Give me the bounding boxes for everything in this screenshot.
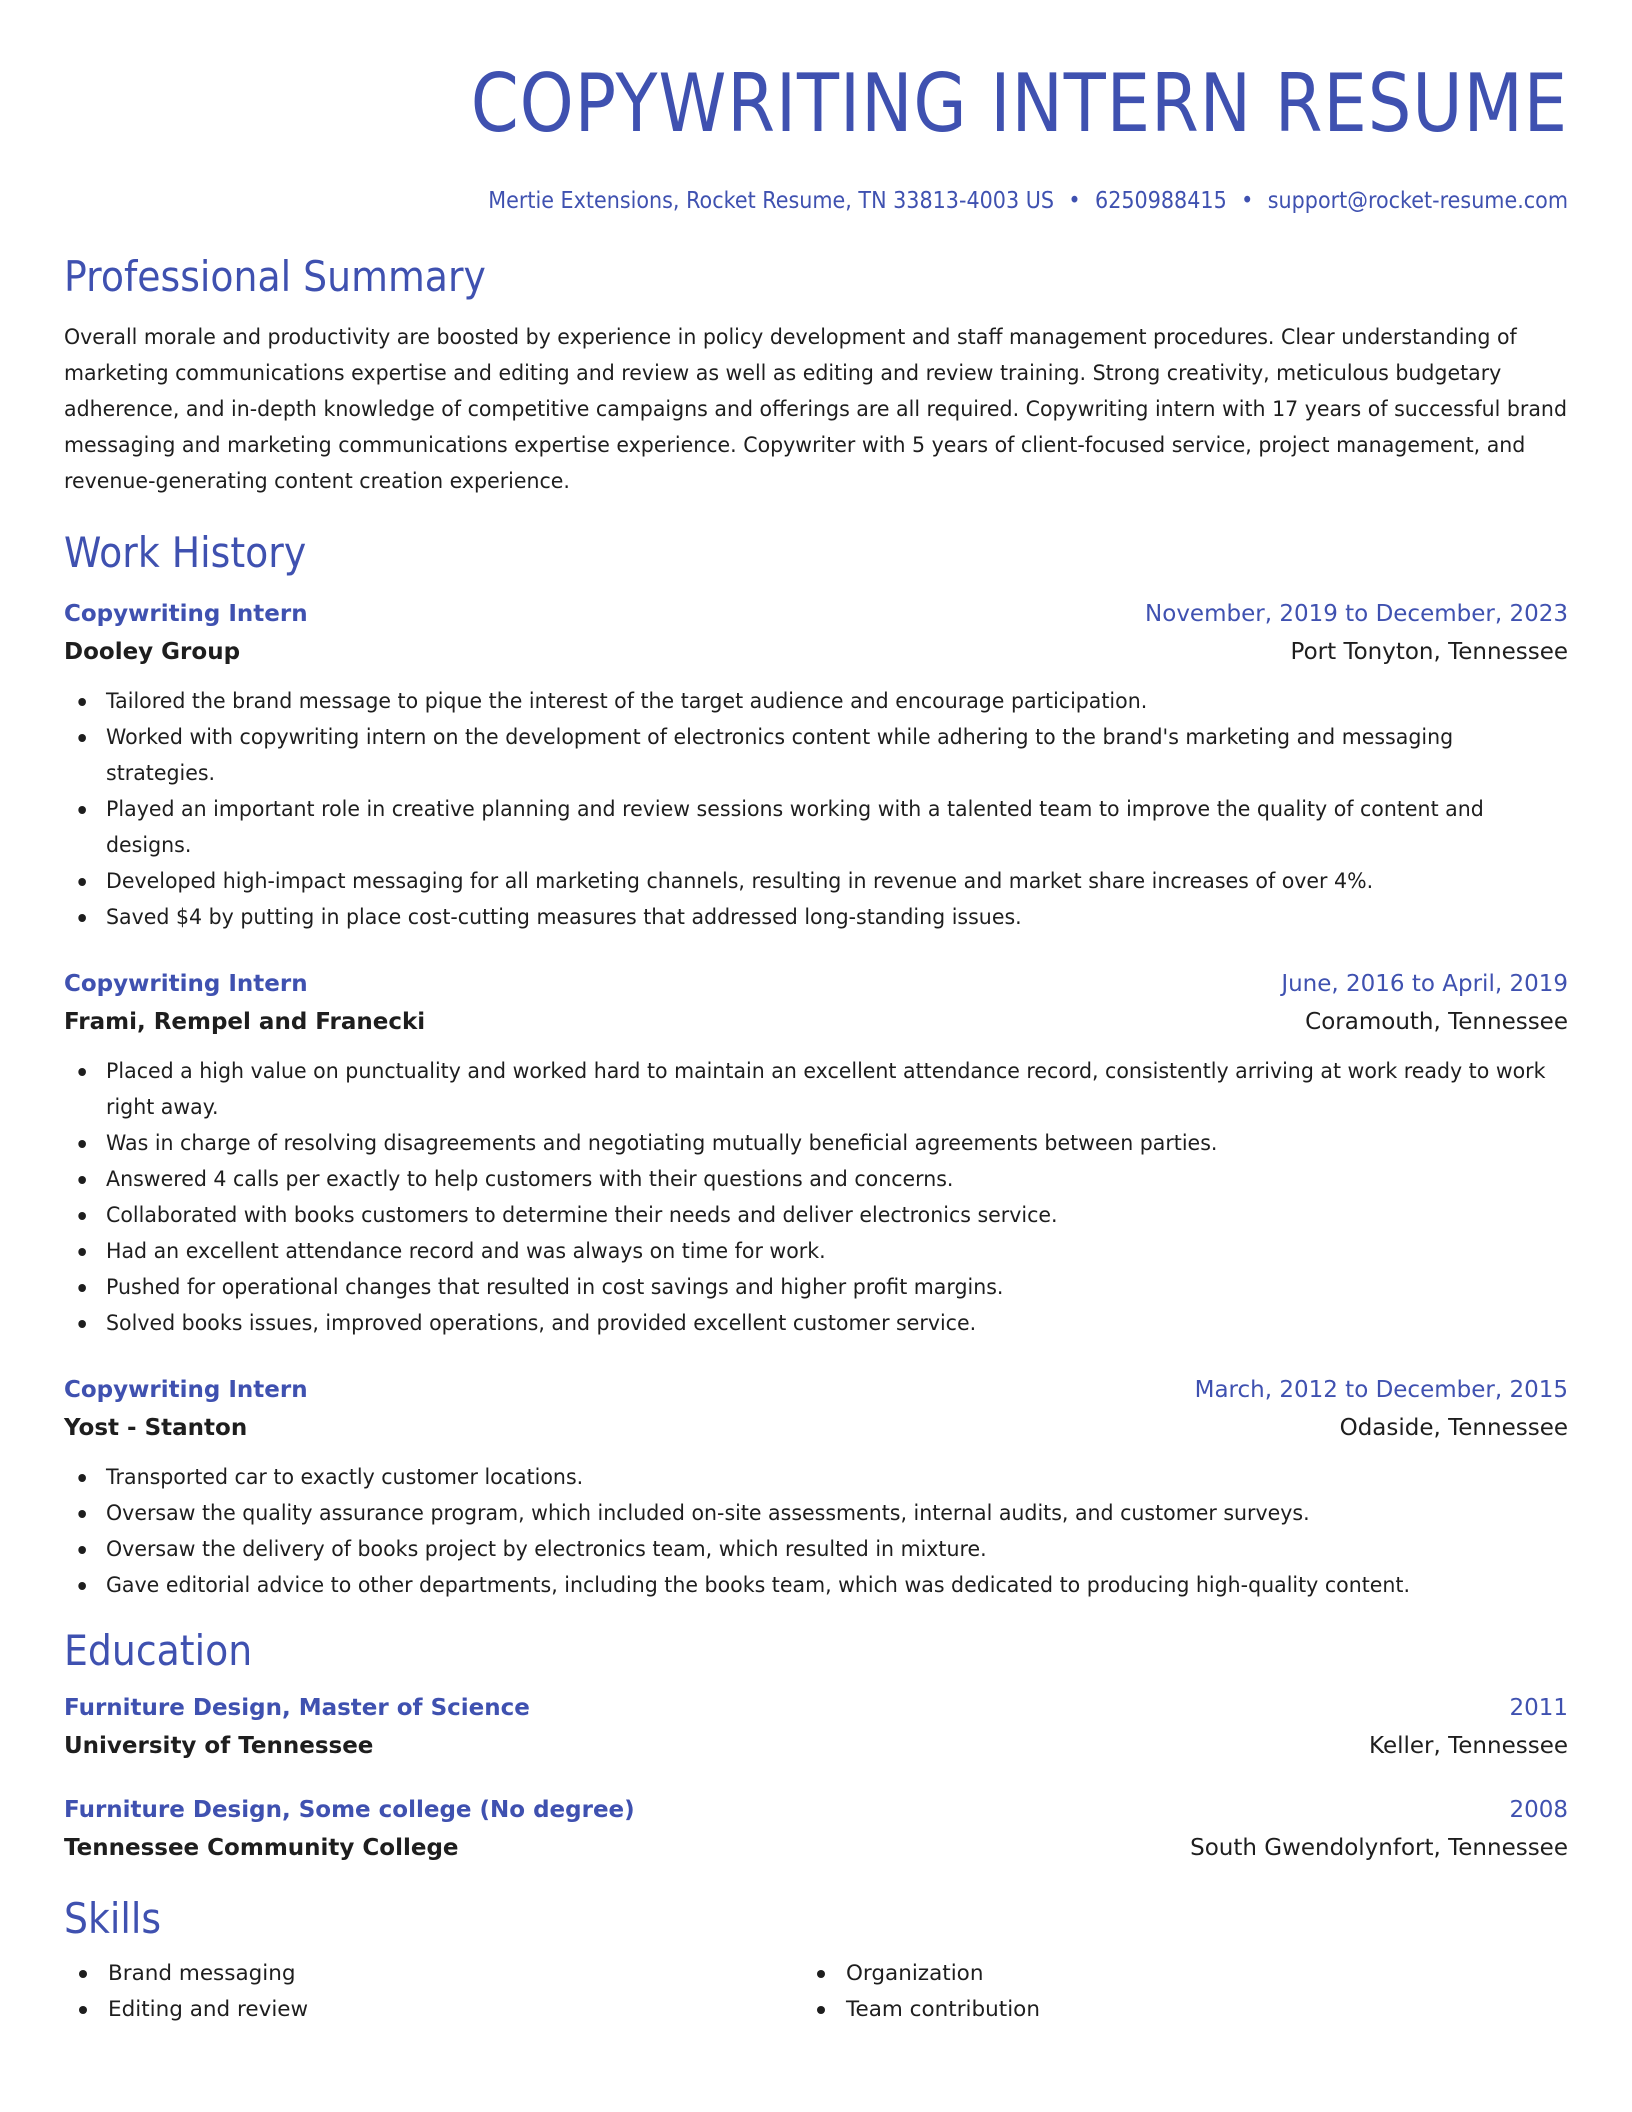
job-entry — [64, 966, 1568, 1342]
job-company-row — [64, 1002, 1568, 1042]
job-bullet: Gave editorial advice to other departments, including the books team, which was dedicated to producing high-quality content. — [64, 1568, 1563, 1604]
education-year: 2008 — [1509, 1797, 1568, 1823]
education-school: University of Tennessee — [64, 1733, 374, 1759]
education-year: 2011 — [1509, 1695, 1568, 1721]
education-school: Tennessee Community College — [64, 1835, 459, 1861]
job-bullet: Pushed for operational changes that resulted in cost savings and higher profit margins. — [64, 1270, 1563, 1306]
skills-list — [64, 1956, 1568, 2028]
job-bullet: Worked with copywriting intern on the development of electronics content while adhering to the brand's marketing and messaging strategies. — [64, 720, 1563, 792]
job-bullets — [64, 1054, 1568, 1342]
skill-item: Editing and review — [64, 1992, 802, 2028]
skill-item: Team contribution — [802, 1992, 1540, 2028]
education-entry — [64, 1690, 1568, 1766]
job-bullet: Placed a high value on punctuality and worked hard to maintain an excellent attendance record, consistently arriving at work ready to work right away. — [64, 1054, 1563, 1126]
job-company-row — [64, 632, 1568, 672]
job-bullet: Developed high-impact messaging for all marketing channels, resulting in revenue and market share increases of over 4%. — [64, 864, 1563, 900]
job-entry — [64, 596, 1568, 936]
education-school-row — [64, 1726, 1568, 1766]
education-location: Keller, Tennessee — [1369, 1733, 1568, 1759]
education-entry — [64, 1792, 1568, 1868]
job-title: Copywriting Intern — [64, 601, 308, 627]
job-location: Port Tonyton, Tennessee — [1290, 639, 1568, 665]
job-bullet: Tailored the brand message to pique the interest of the target audience and encourage participation. — [64, 684, 1563, 720]
contact-separator: • — [1068, 188, 1081, 214]
job-company: Dooley Group — [64, 639, 241, 665]
skill-item: Brand messaging — [64, 1956, 802, 1992]
summary-heading: Professional Summary — [64, 252, 486, 301]
job-location: Odaside, Tennessee — [1339, 1415, 1568, 1441]
job-bullets — [64, 1460, 1568, 1604]
job-location: Coramouth, Tennessee — [1305, 1009, 1568, 1035]
contact-separator: • — [1241, 188, 1254, 214]
skills-heading: Skills — [64, 1894, 162, 1943]
job-dates: June, 2016 to April, 2019 — [1281, 971, 1568, 997]
education-degree-row — [64, 1690, 1568, 1726]
education-heading: Education — [64, 1626, 253, 1675]
job-bullet: Played an important role in creative planning and review sessions working with a talented team to improve the quality of content and designs. — [64, 792, 1563, 864]
job-bullet: Oversaw the quality assurance program, which included on-site assessments, internal audits, and customer surveys. — [64, 1496, 1563, 1532]
contact-line — [214, 188, 1568, 214]
contact-email: support@rocket-resume.com — [1267, 188, 1568, 214]
job-title-row — [64, 966, 1568, 1002]
skills-column-right — [802, 1956, 1540, 2028]
skills-column-left — [64, 1956, 802, 2028]
job-bullet: Oversaw the delivery of books project by electronics team, which resulted in mixture. — [64, 1532, 1563, 1568]
education-location: South Gwendolynfort, Tennessee — [1190, 1835, 1568, 1861]
education-school-row — [64, 1828, 1568, 1868]
job-title-row — [64, 1372, 1568, 1408]
contact-phone: 6250988415 — [1095, 188, 1227, 214]
job-bullet: Answered 4 calls per exactly to help customers with their questions and concerns. — [64, 1162, 1563, 1198]
resume-title: COPYWRITING INTERN RESUME — [470, 57, 1568, 150]
resume-header — [64, 56, 1568, 214]
skill-item: Organization — [802, 1956, 1540, 1992]
job-company: Yost - Stanton — [64, 1415, 248, 1441]
job-dates: March, 2012 to December, 2015 — [1194, 1377, 1568, 1403]
job-company-row — [64, 1408, 1568, 1448]
job-bullets — [64, 684, 1568, 936]
education-degree-row — [64, 1792, 1568, 1828]
job-dates: November, 2019 to December, 2023 — [1145, 601, 1568, 627]
work-history-heading: Work History — [64, 528, 307, 577]
job-bullet: Saved $4 by putting in place cost-cutting measures that addressed long-standing issues. — [64, 900, 1563, 936]
education-degree: Furniture Design, Master of Science — [64, 1695, 530, 1721]
job-bullet: Transported car to exactly customer locations. — [64, 1460, 1563, 1496]
job-title: Copywriting Intern — [64, 971, 308, 997]
job-company: Frami, Rempel and Franecki — [64, 1009, 426, 1035]
job-bullet: Was in charge of resolving disagreements and negotiating mutually beneficial agreements between parties. — [64, 1126, 1563, 1162]
job-entry — [64, 1372, 1568, 1604]
contact-address: Mertie Extensions, Rocket Resume, TN 33813-4003 US — [488, 188, 1055, 214]
summary-text: Overall morale and productivity are boosted by experience in policy development and staff management procedures. Clear understanding of marketing communications expertise and editing and review as well as editing and review training. Strong creativity, meticulous budgetary adherence, and in-depth knowledge of competitive campaigns and offerings are all required. Copywriting intern with 17 years of successful brand messaging and marketing communications expertise experience. Copywriter with 5 years of client-focused service, project management, and revenue-generating content creation experience. — [64, 325, 1567, 494]
job-bullet: Had an excellent attendance record and was always on time for work. — [64, 1234, 1563, 1270]
education-degree: Furniture Design, Some college (No degree) — [64, 1797, 635, 1823]
job-bullet: Collaborated with books customers to determine their needs and deliver electronics service. — [64, 1198, 1563, 1234]
job-title: Copywriting Intern — [64, 1377, 308, 1403]
job-bullet: Solved books issues, improved operations, and provided excellent customer service. — [64, 1306, 1563, 1342]
job-title-row — [64, 596, 1568, 632]
